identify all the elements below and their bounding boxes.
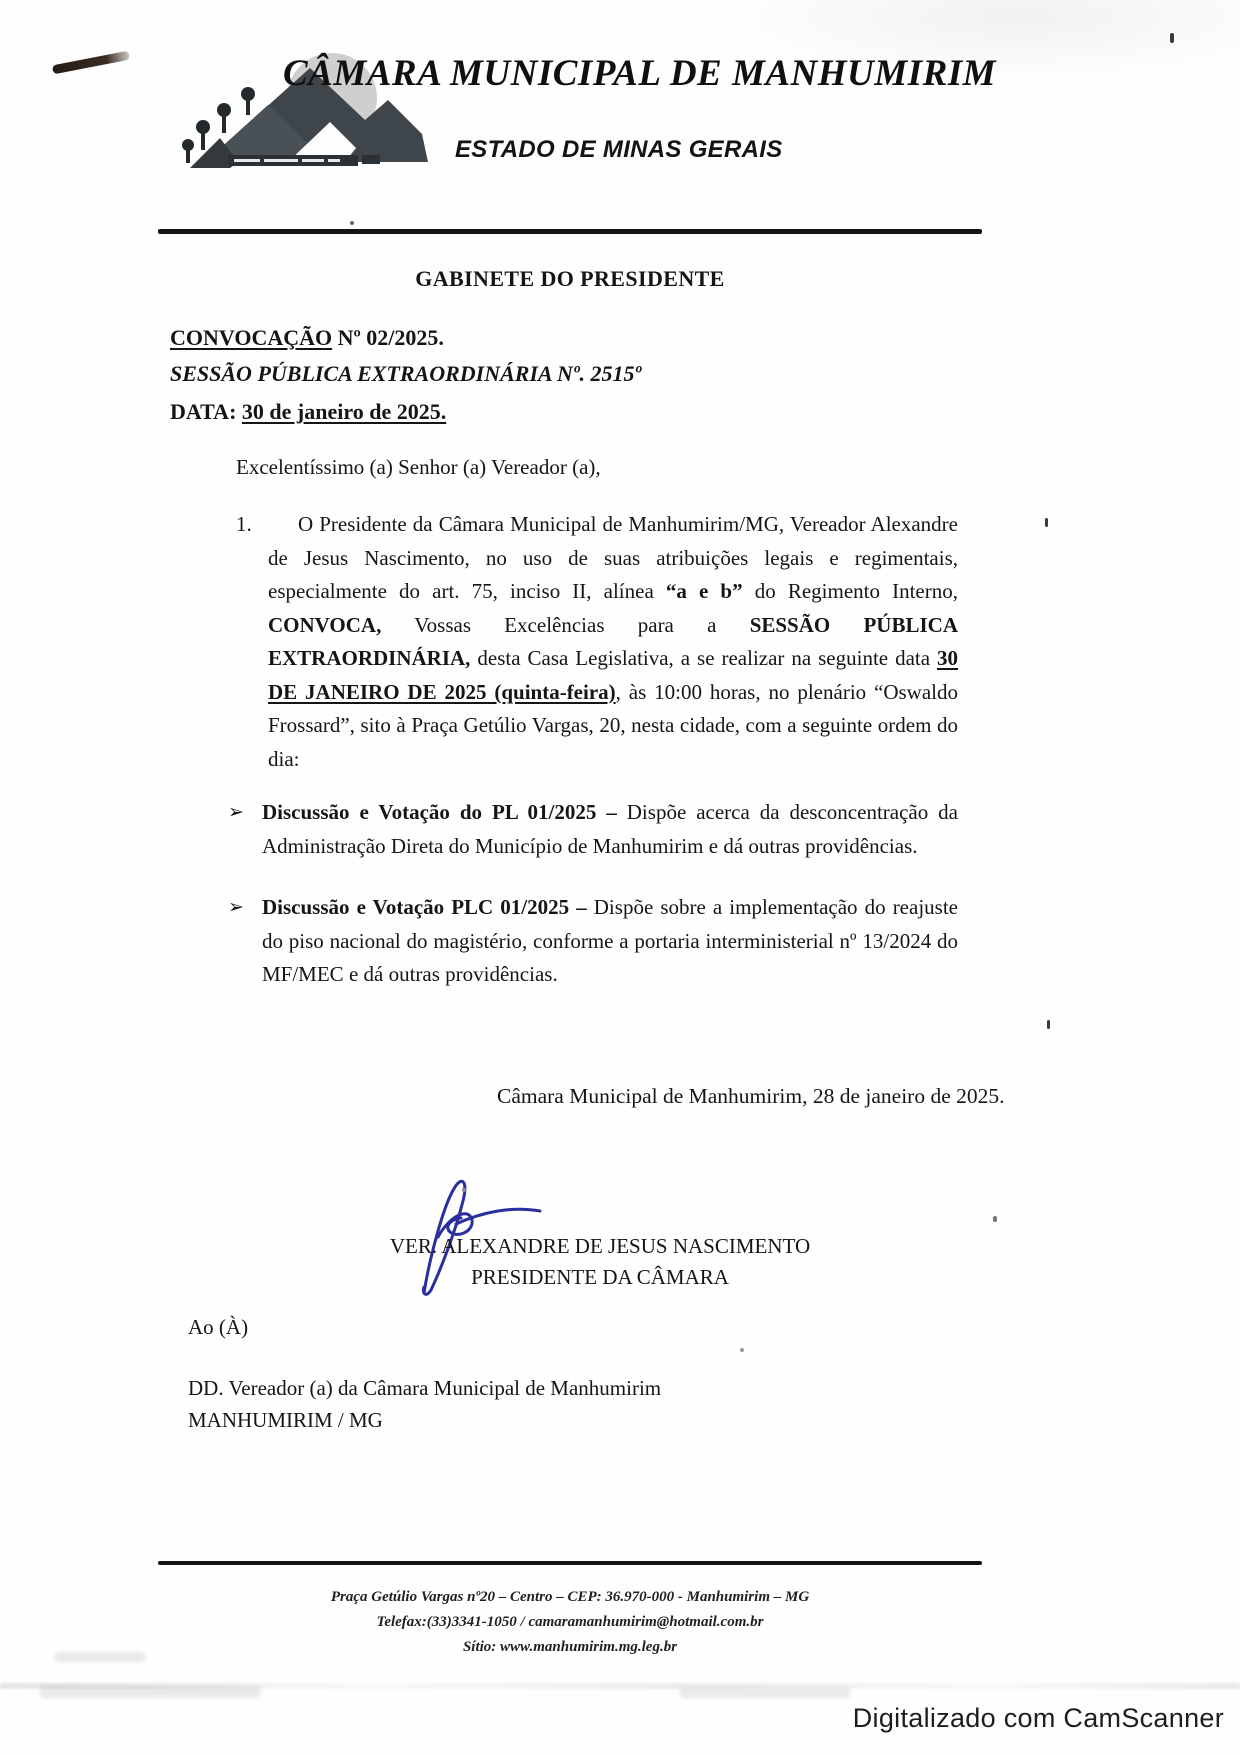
scan-speck	[350, 221, 354, 225]
footer-website: Sítio: www.manhumirim.mg.leg.br	[462, 1639, 678, 1655]
agenda-item-pl-01-2025	[228, 796, 958, 863]
session-line: SESSÃO PÚBLICA EXTRAORDINÁRIA Nº. 2515º	[170, 361, 642, 386]
agenda-item-text	[262, 891, 958, 992]
signer-role: PRESIDENTE DA CÂMARA	[471, 1265, 729, 1289]
paragraph-run-bold: CONVOCA,	[268, 612, 382, 637]
agenda-item-title: Discussão e Votação do PL 01/2025 –	[262, 800, 627, 824]
scan-speck	[1170, 33, 1174, 43]
paragraph-run: desta Casa Legislativa, a se realizar na seguinte data	[470, 646, 937, 670]
scan-smudge	[680, 1688, 850, 1698]
agenda-item-text	[262, 796, 958, 863]
signature-block	[330, 1231, 870, 1293]
main-paragraph	[236, 508, 958, 776]
paragraph-run: O Presidente da Câmara Municipal de Manhumirim/MG, Vereador Alexandre de Jesus Nascimento, no uso de suas atribuições legais e regimentais, especialmente do art. 75, inciso II, alínea	[268, 512, 958, 603]
addressee-line1: DD. Vereador (a) da Câmara Municipal de Manhumirim	[188, 1376, 662, 1400]
agenda-item-description: Dispõe acerca da desconcentração da Administração Direta do Município de Manhumirim e dá outras providências.	[262, 800, 958, 858]
addressee-line2: MANHUMIRIM / MG	[188, 1408, 383, 1432]
agenda-item-title: Discussão e Votação PLC 01/2025 –	[262, 895, 594, 919]
scan-speck	[1047, 1020, 1050, 1029]
page-subtitle: ESTADO DE MINAS GERAIS	[455, 136, 783, 163]
paragraph-run: , às 10:00 horas, no plenário “Oswaldo Frossard”, sito à Praça Getúlio Vargas, 20, nesta cidade, com a seguinte ordem do dia:	[268, 679, 959, 771]
agenda-item-plc-01-2025	[228, 891, 958, 992]
scan-smudge	[40, 1686, 260, 1698]
date-value: 30 de janeiro de 2025.	[241, 399, 447, 424]
scan-speck	[740, 1348, 744, 1352]
footer-contact: Telefax:(33)3341-1050 / camaramanhumirim@hotmail.com.br	[376, 1614, 764, 1630]
signer-name: VER. ALEXANDRE DE JESUS NASCIMENTO	[389, 1234, 811, 1258]
paragraph-run-bold-underline: 30 DE JANEIRO DE 2025 (quinta-feira)	[268, 646, 958, 704]
convocation-label: CONVOCAÇÃO	[170, 325, 333, 350]
office-title: GABINETE DO PRESIDENTE	[415, 266, 725, 291]
scan-smudge	[55, 1652, 145, 1662]
scan-speck	[1045, 518, 1048, 527]
page-title: CÂMARA MUNICIPAL DE MANHUMIRIM	[283, 53, 997, 94]
paragraph-run-bold: “a e b”	[665, 579, 743, 603]
scan-speck	[462, 1188, 466, 1192]
arrow-bullet-icon: ➢	[228, 897, 244, 918]
paragraph-run-bold: SESSÃO PÚBLICA EXTRAORDINÁRIA,	[268, 612, 958, 670]
convocation-number: Nº 02/2025.	[332, 325, 444, 350]
paragraph-text	[268, 508, 958, 776]
header-divider	[158, 229, 982, 234]
date-line	[170, 399, 446, 425]
footer-address: Praça Getúlio Vargas nº20 – Centro – CEP: 36.970-000 - Manhumirim – MG	[330, 1589, 810, 1605]
convocation-number-line	[170, 325, 444, 351]
paragraph-run: do Regimento Interno,	[742, 579, 959, 603]
footer-divider	[158, 1561, 982, 1565]
agenda-item-description: Dispõe sobre a implementação do reajuste do piso nacional do magistério, conforme a portaria interministerial nº 13/2024 do MF/MEC e dá outras providências.	[262, 895, 958, 986]
date-label: DATA:	[170, 399, 242, 424]
paragraph-number: 1.	[236, 512, 252, 536]
pen-mark-artifact	[52, 51, 130, 75]
arrow-bullet-icon: ➢	[228, 802, 244, 823]
salutation: Excelentíssimo (a) Senhor (a) Vereador (a),	[236, 455, 601, 479]
place-and-date-line: Câmara Municipal de Manhumirim, 28 de janeiro de 2025.	[497, 1084, 1005, 1108]
scan-speck	[993, 1216, 997, 1222]
addressee-block	[188, 1372, 661, 1436]
paragraph-run: Vossas Excelências para a	[381, 612, 750, 637]
footer	[158, 1585, 982, 1660]
camscanner-watermark: Digitalizado com CamScanner	[852, 1703, 1224, 1733]
addressee-to: Ao (À)	[188, 1315, 249, 1339]
